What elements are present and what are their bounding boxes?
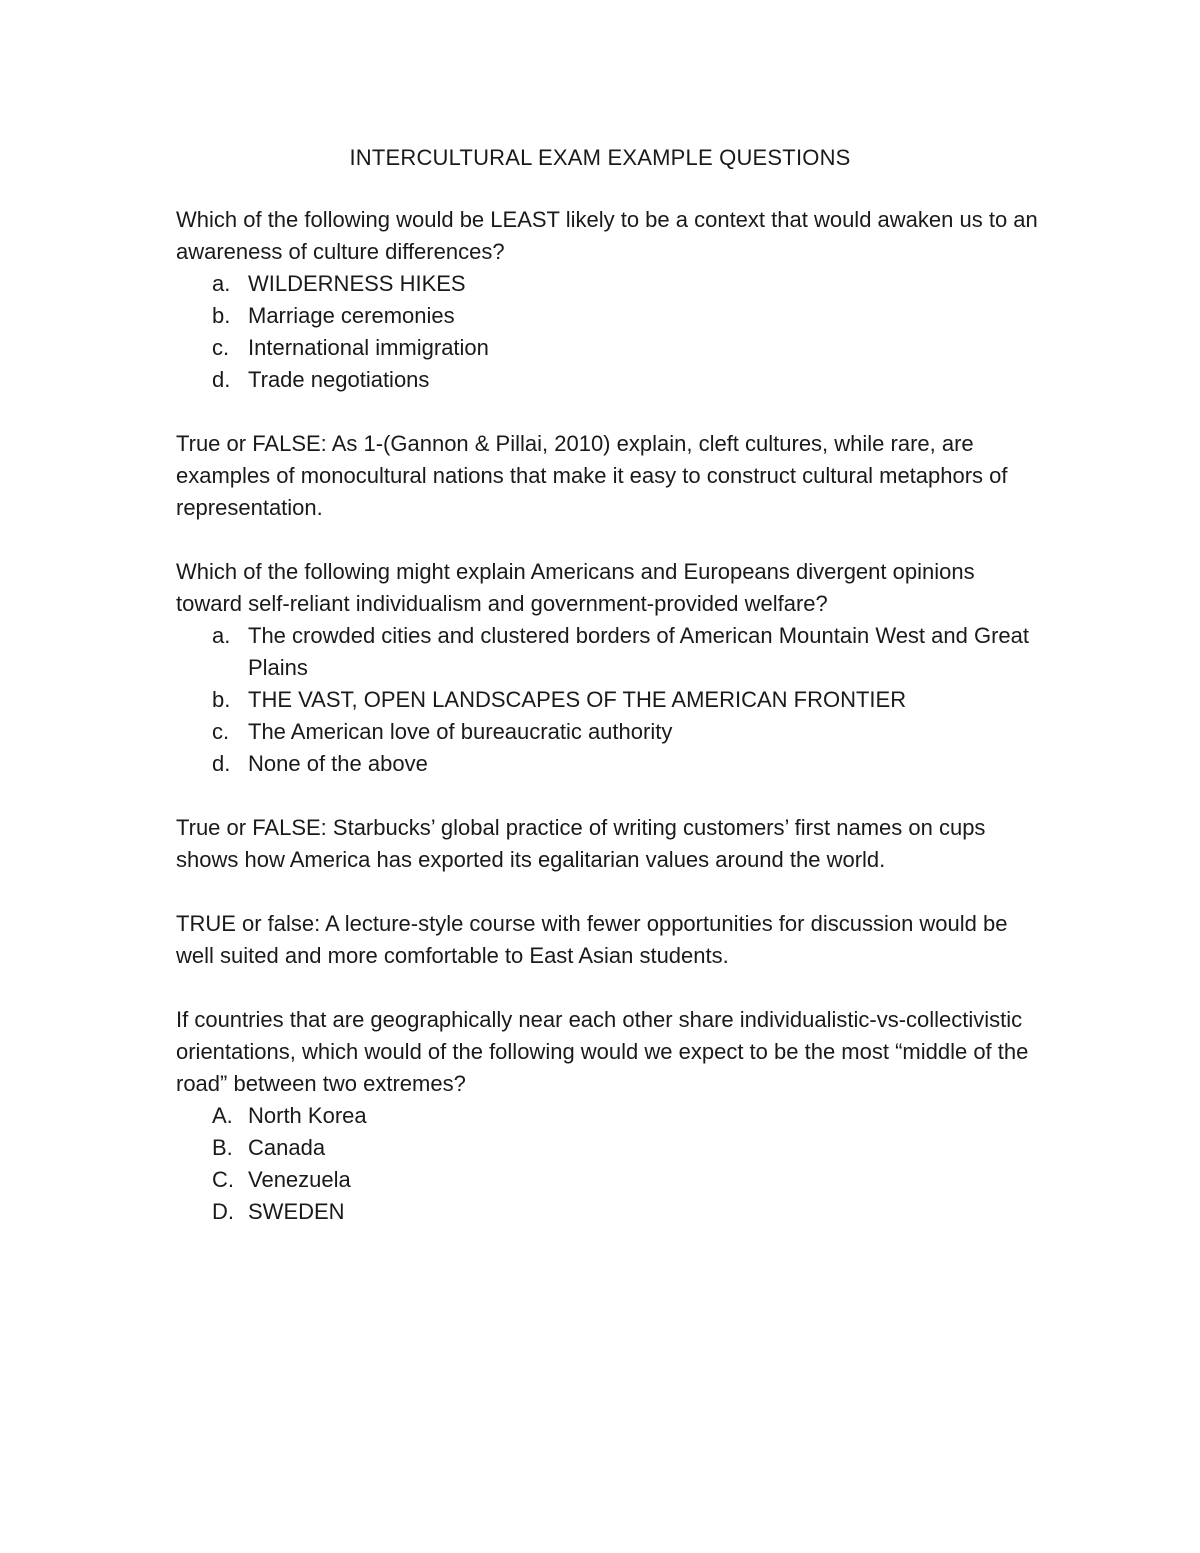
- option-letter: c.: [212, 719, 230, 744]
- option-letter: a.: [212, 271, 231, 296]
- option-text: Trade negotiations: [248, 367, 430, 392]
- answer-option: [176, 1164, 1046, 1196]
- question-4: [176, 812, 1046, 876]
- answer-option: [176, 1132, 1046, 1164]
- answer-option: [176, 300, 1046, 332]
- option-letter: A.: [212, 1103, 233, 1128]
- option-letter: d.: [212, 751, 231, 776]
- answer-option: [176, 748, 1046, 780]
- option-letter: b.: [212, 303, 231, 328]
- question-1: [176, 204, 1046, 396]
- option-text: Canada: [248, 1135, 326, 1160]
- question-text: Which of the following would be LEAST likely to be a context that would awaken us to an awareness of culture differences?: [176, 207, 1038, 264]
- option-letter: B.: [212, 1135, 233, 1160]
- question-text: If countries that are geographically near each other share individualistic-vs-collectivistic orientations, which would of the following would we expect to be the most “middle of the road” between two extremes?: [176, 1007, 1029, 1096]
- question-text: True or FALSE: As 1-(Gannon & Pillai, 2010) explain, cleft cultures, while rare, are examples of monocultural nations that make it easy to construct cultural metaphors of representation.: [176, 431, 1008, 520]
- question-text: TRUE or false: A lecture-style course with fewer opportunities for discussion would be well suited and more comfortable to East Asian students.: [176, 911, 1008, 968]
- question-5: [176, 908, 1046, 972]
- option-letter: a.: [212, 623, 231, 648]
- document-title: INTERCULTURAL EXAM EXAMPLE QUESTIONS: [349, 145, 851, 170]
- question-2: [176, 428, 1046, 524]
- answer-options: [176, 1100, 1046, 1228]
- option-letter: D.: [212, 1199, 234, 1224]
- question-6: [176, 1004, 1046, 1228]
- option-text: The American love of bureaucratic authority: [248, 719, 673, 744]
- option-text: WILDERNESS HIKES: [248, 271, 466, 296]
- option-text: North Korea: [248, 1103, 367, 1128]
- option-letter: d.: [212, 367, 231, 392]
- question-list: [176, 204, 1046, 1260]
- answer-option: [176, 716, 1046, 748]
- answer-option: [176, 684, 1046, 716]
- option-text: SWEDEN: [248, 1199, 345, 1224]
- option-letter: b.: [212, 687, 231, 712]
- answer-options: [176, 620, 1046, 780]
- answer-option: [176, 364, 1046, 396]
- answer-option: [176, 1100, 1046, 1132]
- answer-option: [176, 268, 1046, 300]
- answer-option: [176, 332, 1046, 364]
- answer-options: [176, 268, 1046, 396]
- option-text: The crowded cities and clustered borders of American Mountain West and Great Plains: [248, 623, 1029, 680]
- option-text: None of the above: [248, 751, 428, 776]
- question-3: [176, 556, 1046, 780]
- answer-option: [176, 1196, 1046, 1228]
- option-letter: c.: [212, 335, 230, 360]
- answer-option: [176, 620, 1046, 684]
- option-letter: C.: [212, 1167, 234, 1192]
- option-text: Marriage ceremonies: [248, 303, 455, 328]
- question-text: True or FALSE: Starbucks’ global practice of writing customers’ first names on cups shows how America has exported its egalitarian values around the world.: [176, 815, 986, 872]
- option-text: Venezuela: [248, 1167, 351, 1192]
- option-text: International immigration: [248, 335, 489, 360]
- question-text: Which of the following might explain Americans and Europeans divergent opinions toward self-reliant individualism and government-provided welfare?: [176, 559, 975, 616]
- option-text: THE VAST, OPEN LANDSCAPES OF THE AMERICAN FRONTIER: [248, 687, 907, 712]
